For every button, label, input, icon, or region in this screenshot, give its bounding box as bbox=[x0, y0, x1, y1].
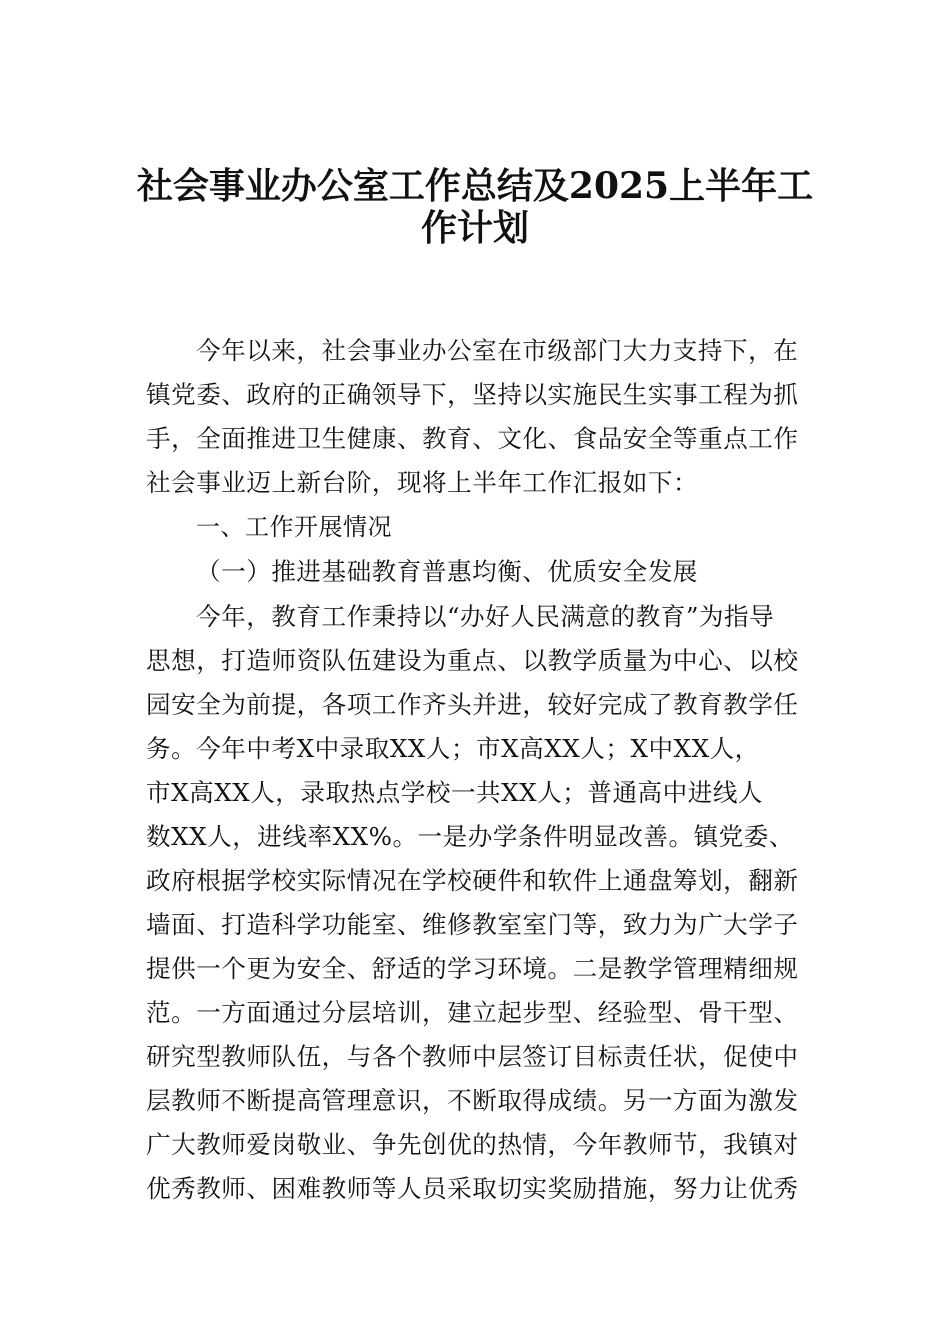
paragraph-1-line-3: 手，全面推进卫生健康、教育、文化、食品安全等重点工作 bbox=[146, 424, 799, 453]
paragraph-2-line-4: 务。今年中考X中录取XX人；市X高XX人；X中XX人， bbox=[146, 734, 760, 763]
paragraph-2-line-8: 墙面、打造科学功能室、维修教室室门等，致力为广大学子 bbox=[146, 910, 799, 939]
paragraph-1-line-1: 今年以来，社会事业办公室在市级部门大力支持下，在 bbox=[196, 336, 799, 365]
paragraph-2-line-9: 提供一个更为安全、舒适的学习环境。二是教学管理精细规 bbox=[146, 954, 799, 983]
paragraph-1-line-4: 社会事业迈上新台阶，现将上半年工作汇报如下： bbox=[146, 468, 699, 497]
paragraph-2-line-12: 层教师不断提高管理意识，不断取得成绩。另一方面为激发 bbox=[146, 1086, 799, 1115]
document-title-line-1: 社会事业办公室工作总结及2025上半年工 bbox=[136, 165, 814, 207]
paragraph-2-line-7: 政府根据学校实际情况在学校硬件和软件上通盘筹划，翻新 bbox=[146, 866, 799, 895]
paragraph-2-line-11: 研究型教师队伍，与各个教师中层签订目标责任状，促使中 bbox=[146, 1042, 799, 1071]
paragraph-2-line-13: 广大教师爱岗敬业、争先创优的热情，今年教师节，我镇对 bbox=[146, 1130, 799, 1159]
paragraph-2-line-3: 园安全为前提，各项工作齐头并进，较好完成了教育教学任 bbox=[146, 690, 799, 719]
paragraph-2-line-14: 优秀教师、困难教师等人员采取切实奖励措施，努力让优秀 bbox=[146, 1174, 799, 1203]
subsection-heading: （一）推进基础教育普惠均衡、优质安全发展 bbox=[196, 557, 698, 586]
paragraph-1-line-2: 镇党委、政府的正确领导下，坚持以实施民生实事工程为抓 bbox=[146, 380, 799, 409]
paragraph-2-line-2: 思想，打造师资队伍建设为重点、以教学质量为中心、以校 bbox=[146, 646, 799, 675]
paragraph-2-line-1: 今年，教育工作秉持以“办好人民满意的教育”为指导 bbox=[196, 602, 775, 631]
paragraph-2-line-6: 数XX人，进线率XX%。一是办学条件明显改善。镇党委、 bbox=[146, 822, 794, 851]
paragraph-2-line-5: 市X高XX人，录取热点学校一共XX人；普通高中进线人 bbox=[146, 778, 764, 807]
document-title-line-2: 作计划 bbox=[420, 207, 529, 249]
section-heading: 一、工作开展情况 bbox=[196, 513, 392, 541]
paragraph-2-line-10: 范。一方面通过分层培训，建立起步型、经验型、骨干型、 bbox=[146, 998, 799, 1027]
